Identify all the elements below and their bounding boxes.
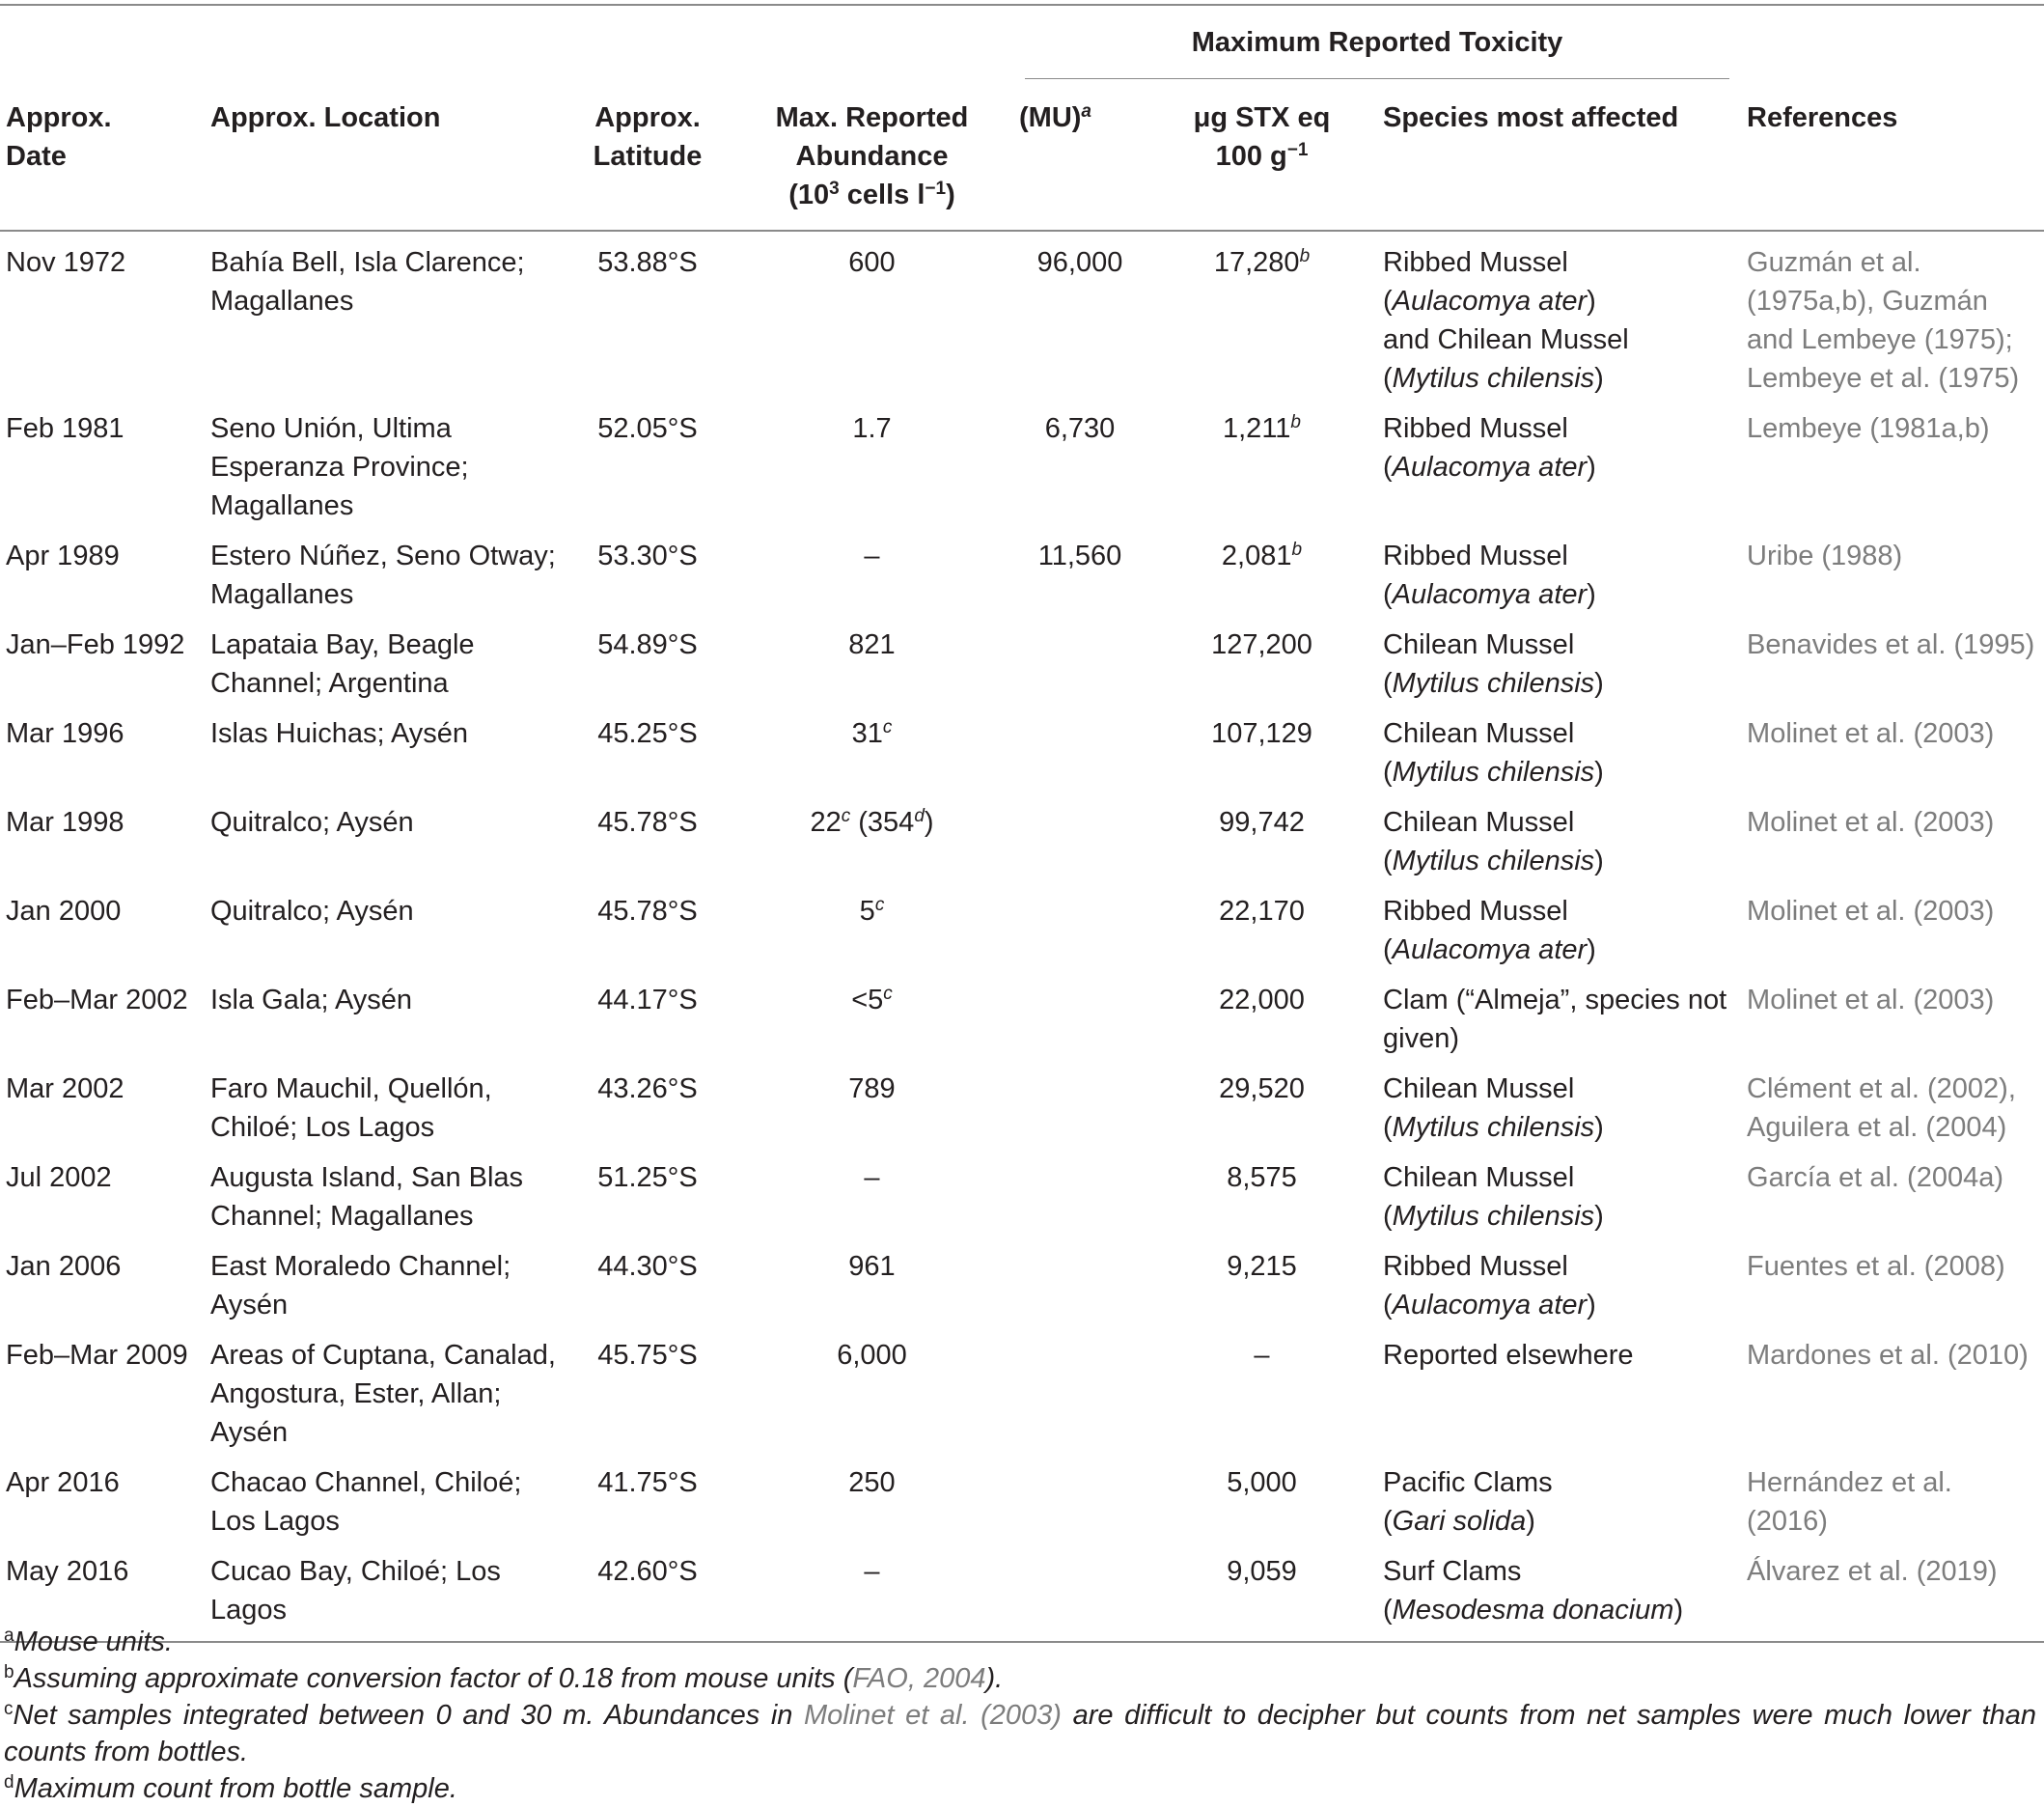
cell-species: Chilean Mussel (Mytilus chilensis)	[1383, 718, 1604, 788]
cell-references[interactable]: Hernández et al. (2016)	[1747, 1467, 1952, 1537]
cell-location: Seno Unión, Ultima Esperanza Province; Magallanes	[210, 413, 469, 521]
group-underline	[1025, 78, 1729, 79]
cell-location: Quitralco; Aysén	[210, 896, 414, 927]
scientific-name: Aulacomya ater	[1392, 286, 1588, 317]
table-body	[0, 231, 2044, 1642]
cell-date: Jan 2000	[6, 896, 122, 927]
cell-abundance: –	[864, 541, 880, 571]
cell-abundance: 961	[848, 1251, 896, 1282]
header-column-row	[0, 79, 2044, 231]
cell-date: Jan 2006	[6, 1251, 122, 1282]
scientific-name: Aulacomya ater	[1392, 452, 1588, 483]
cell-date: Feb–Mar 2002	[6, 985, 188, 1015]
cell-abundance: 31$^c$	[851, 717, 893, 749]
scientific-name: Mesodesma donacium	[1392, 1595, 1674, 1626]
cell-references[interactable]: Molinet et al. (2003)	[1747, 985, 1995, 1015]
cell-references[interactable]: Guzmán et al. (1975a,b), Guzmán and Lembeye (1975); Lembeye et al. (1975)	[1747, 247, 2020, 394]
scientific-name: Gari solida	[1392, 1506, 1527, 1537]
cell-latitude: 53.30°S	[597, 541, 698, 571]
cell-references[interactable]: Fuentes et al. (2008)	[1747, 1251, 2005, 1282]
cell-latitude: 45.75°S	[597, 1340, 698, 1371]
cell-date: Feb 1981	[6, 413, 124, 444]
cell-references[interactable]: Clément et al. (2002), Aguilera et al. (2004)	[1747, 1073, 2016, 1143]
cell-species: Surf Clams (Mesodesma donacium)	[1377, 1541, 1741, 1642]
col-header-mu: (MU)$^a$	[1013, 79, 1146, 231]
cell-latitude: 45.25°S	[597, 718, 698, 749]
cell-abundance: –	[731, 1541, 1013, 1642]
cell-mu	[1013, 1452, 1146, 1541]
cell-latitude: 43.26°S	[597, 1073, 698, 1104]
cell-abundance: 5$^c$	[859, 895, 885, 927]
cell-stx: 9,215	[1227, 1251, 1297, 1282]
col-header-latitude: Approx. Latitude	[565, 79, 731, 231]
scientific-name: Mytilus chilensis	[1392, 363, 1595, 394]
cell-latitude: 51.25°S	[597, 1162, 698, 1193]
cell-mu: 6,730	[1044, 413, 1116, 444]
cell-stx: 17,280$^b$	[1213, 246, 1311, 278]
cell-abundance: –	[864, 1162, 880, 1193]
cell-stx: 107,129	[1211, 718, 1312, 749]
cell-mu: 11,560	[1037, 541, 1122, 571]
cell-references[interactable]: Uribe (1988)	[1747, 541, 1903, 571]
cell-references[interactable]: Lembeye (1981a,b)	[1747, 413, 1990, 444]
cell-abundance: 821	[848, 629, 896, 660]
cell-latitude: 54.89°S	[597, 629, 698, 660]
scientific-name: Mytilus chilensis	[1392, 1112, 1595, 1143]
cell-species: Ribbed Mussel (Aulacomya ater)	[1383, 896, 1596, 965]
table-row	[0, 1058, 2044, 1147]
cell-species: Ribbed Mussel (Aulacomya ater)	[1383, 413, 1596, 483]
table-row	[0, 880, 2044, 969]
cell-species: Chilean Mussel (Mytilus chilensis)	[1383, 629, 1604, 699]
table-row	[0, 1236, 2044, 1324]
cell-mu	[1013, 614, 1146, 703]
table-row	[0, 1452, 2044, 1541]
cell-date: May 2016	[0, 1541, 205, 1642]
cell-latitude: 52.05°S	[597, 413, 698, 444]
cell-abundance: 6,000	[837, 1340, 907, 1371]
cell-stx: 9,059	[1146, 1541, 1377, 1642]
cell-location: Bahía Bell, Isla Clarence; Magallanes	[210, 247, 525, 317]
cell-location: Islas Huichas; Aysén	[210, 718, 469, 749]
col-header-location: Approx. Location	[205, 79, 565, 231]
cell-location: Augusta Island, San Blas Channel; Magallanes	[210, 1162, 524, 1232]
cell-abundance: 789	[848, 1073, 896, 1104]
cell-mu: 96,000	[1036, 247, 1123, 278]
cell-references[interactable]: Benavides et al. (1995)	[1747, 629, 2035, 660]
col-header-species: Species most affected	[1377, 79, 1741, 231]
cell-stx: 2,081$^b$	[1221, 540, 1303, 571]
group-header-max-toxicity: Maximum Reported Toxicity	[1013, 5, 1741, 79]
cell-species: Reported elsewhere	[1383, 1340, 1634, 1371]
table-row	[0, 231, 2044, 398]
footnotes	[4, 1624, 2036, 1807]
scientific-name: Mytilus chilensis	[1392, 668, 1595, 699]
cell-date: Jul 2002	[6, 1162, 112, 1193]
col-header-date: Approx. Date	[0, 79, 205, 231]
table-row	[0, 525, 2044, 614]
cell-latitude: 41.75°S	[597, 1467, 698, 1498]
table-row	[0, 614, 2044, 703]
scientific-name: Mytilus chilensis	[1392, 757, 1595, 788]
cell-abundance: 1.7	[852, 413, 892, 444]
cell-references[interactable]: Molinet et al. (2003)	[1747, 718, 1995, 749]
cell-abundance: 22$^c$ (354$^d$)	[810, 806, 934, 838]
cell-date: Mar 2002	[6, 1073, 124, 1104]
cell-location: Lapataia Bay, Beagle Channel; Argentina	[210, 629, 475, 699]
footnote-b: $^b$Assuming approximate conversion factor of 0.18 from mouse units (FAO, 2004).	[4, 1662, 1004, 1694]
toxicity-table	[0, 4, 2044, 1643]
cell-date: Apr 1989	[6, 541, 120, 571]
cell-species: Clam (“Almeja”, species not given)	[1383, 985, 1727, 1054]
cell-species: Chilean Mussel (Mytilus chilensis)	[1383, 1073, 1604, 1143]
cell-date: Mar 1998	[6, 807, 124, 838]
cell-abundance: $<5^c$	[851, 984, 893, 1015]
footnote-d: $^d$Maximum count from bottle sample.	[4, 1772, 457, 1804]
footnote-b-link[interactable]: FAO, 2004	[852, 1663, 986, 1694]
cell-species: Ribbed Mussel (Aulacomya ater)	[1383, 541, 1596, 610]
cell-mu	[1013, 1236, 1146, 1324]
cell-mu	[1013, 1324, 1146, 1452]
cell-references[interactable]: Molinet et al. (2003)	[1747, 896, 1995, 927]
cell-latitude: 45.78°S	[597, 807, 698, 838]
cell-stx: 5,000	[1227, 1467, 1297, 1498]
cell-date: Jan–Feb 1992	[6, 629, 185, 660]
cell-references[interactable]: Molinet et al. (2003)	[1747, 807, 1995, 838]
cell-mu	[1013, 792, 1146, 880]
table-row	[0, 1147, 2044, 1236]
cell-references[interactable]: Álvarez et al. (2019)	[1741, 1541, 2044, 1642]
cell-stx: 127,200	[1211, 629, 1312, 660]
cell-latitude: 44.30°S	[597, 1251, 698, 1282]
table-row	[0, 969, 2044, 1058]
cell-latitude: 53.88°S	[597, 247, 698, 278]
scientific-name: Mytilus chilensis	[1392, 846, 1595, 876]
scientific-name: Aulacomya ater	[1392, 1290, 1588, 1320]
footnote-c-link[interactable]: Molinet et al. (2003)	[804, 1700, 1062, 1731]
cell-stx: –	[1254, 1340, 1270, 1371]
scientific-name: Aulacomya ater	[1392, 934, 1588, 965]
cell-species: Chilean Mussel (Mytilus chilensis)	[1383, 807, 1604, 876]
table-row	[0, 703, 2044, 792]
cell-location: Cucao Bay, Chiloé; Los Lagos	[205, 1541, 565, 1642]
col-header-abundance: Max. Reported Abundance ($10^3$ cells $l^{-1}$)	[731, 79, 1013, 231]
table-header	[0, 5, 2044, 231]
scientific-name: Aulacomya ater	[1392, 579, 1588, 610]
cell-mu	[1013, 969, 1146, 1058]
table-row	[0, 792, 2044, 880]
cell-date: Apr 2016	[6, 1467, 120, 1498]
cell-location: Areas of Cuptana, Canalad, Angostura, Ester, Allan; Aysén	[210, 1340, 556, 1448]
col-header-references: References	[1741, 79, 2044, 231]
cell-latitude: 44.17°S	[597, 985, 698, 1015]
cell-location: Isla Gala; Aysén	[210, 985, 413, 1015]
cell-latitude: 45.78°S	[597, 896, 698, 927]
cell-species: Ribbed Mussel (Aulacomya ater) and Chilean Mussel (Mytilus chilensis)	[1383, 247, 1629, 394]
cell-date: Nov 1972	[6, 247, 126, 278]
cell-stx: 22,170	[1219, 896, 1305, 927]
cell-location: Faro Mauchil, Quellón, Chiloé; Los Lagos	[210, 1073, 492, 1143]
cell-stx: 22,000	[1219, 985, 1305, 1015]
cell-mu	[1013, 703, 1146, 792]
footnote-c: $^c$Net samples integrated between 0 and 30 m. Abundances in Molinet et al. (2003) are difficult to decipher but counts from net samples were much lower than counts from bottles.	[4, 1699, 2036, 1767]
cell-location: Quitralco; Aysén	[210, 807, 414, 838]
scientific-name: Mytilus chilensis	[1392, 1201, 1595, 1232]
cell-species: Ribbed Mussel (Aulacomya ater)	[1383, 1251, 1596, 1320]
cell-stx: 1,211$^b$	[1223, 412, 1301, 444]
cell-species: Chilean Mussel (Mytilus chilensis)	[1383, 1162, 1604, 1232]
cell-location: Chacao Channel, Chiloé; Los Lagos	[210, 1467, 522, 1537]
cell-species: Pacific Clams (Gari solida)	[1383, 1467, 1553, 1537]
header-group-row	[0, 5, 2044, 79]
table-row	[0, 1324, 2044, 1452]
cell-mu	[1013, 880, 1146, 969]
cell-stx: 8,575	[1227, 1162, 1297, 1193]
cell-abundance: 250	[848, 1467, 896, 1498]
cell-abundance: 600	[848, 247, 896, 278]
table-row	[0, 398, 2044, 525]
cell-mu	[1013, 1058, 1146, 1147]
cell-stx: 29,520	[1219, 1073, 1305, 1104]
cell-mu	[1013, 1147, 1146, 1236]
col-header-stx: μg STX eq 100 $g^{-1}$	[1146, 79, 1377, 231]
cell-references[interactable]: García et al. (2004a)	[1747, 1162, 2004, 1193]
cell-date: Feb–Mar 2009	[6, 1340, 188, 1371]
footnote-a: $^a$Mouse units.	[4, 1626, 173, 1657]
cell-date: Mar 1996	[6, 718, 124, 749]
cell-stx: 99,742	[1219, 807, 1305, 838]
cell-location: Estero Núñez, Seno Otway; Magallanes	[210, 541, 556, 610]
cell-latitude: 42.60°S	[565, 1541, 731, 1642]
cell-references[interactable]: Mardones et al. (2010)	[1747, 1340, 2029, 1371]
cell-location: East Moraledo Channel; Aysén	[210, 1251, 511, 1320]
